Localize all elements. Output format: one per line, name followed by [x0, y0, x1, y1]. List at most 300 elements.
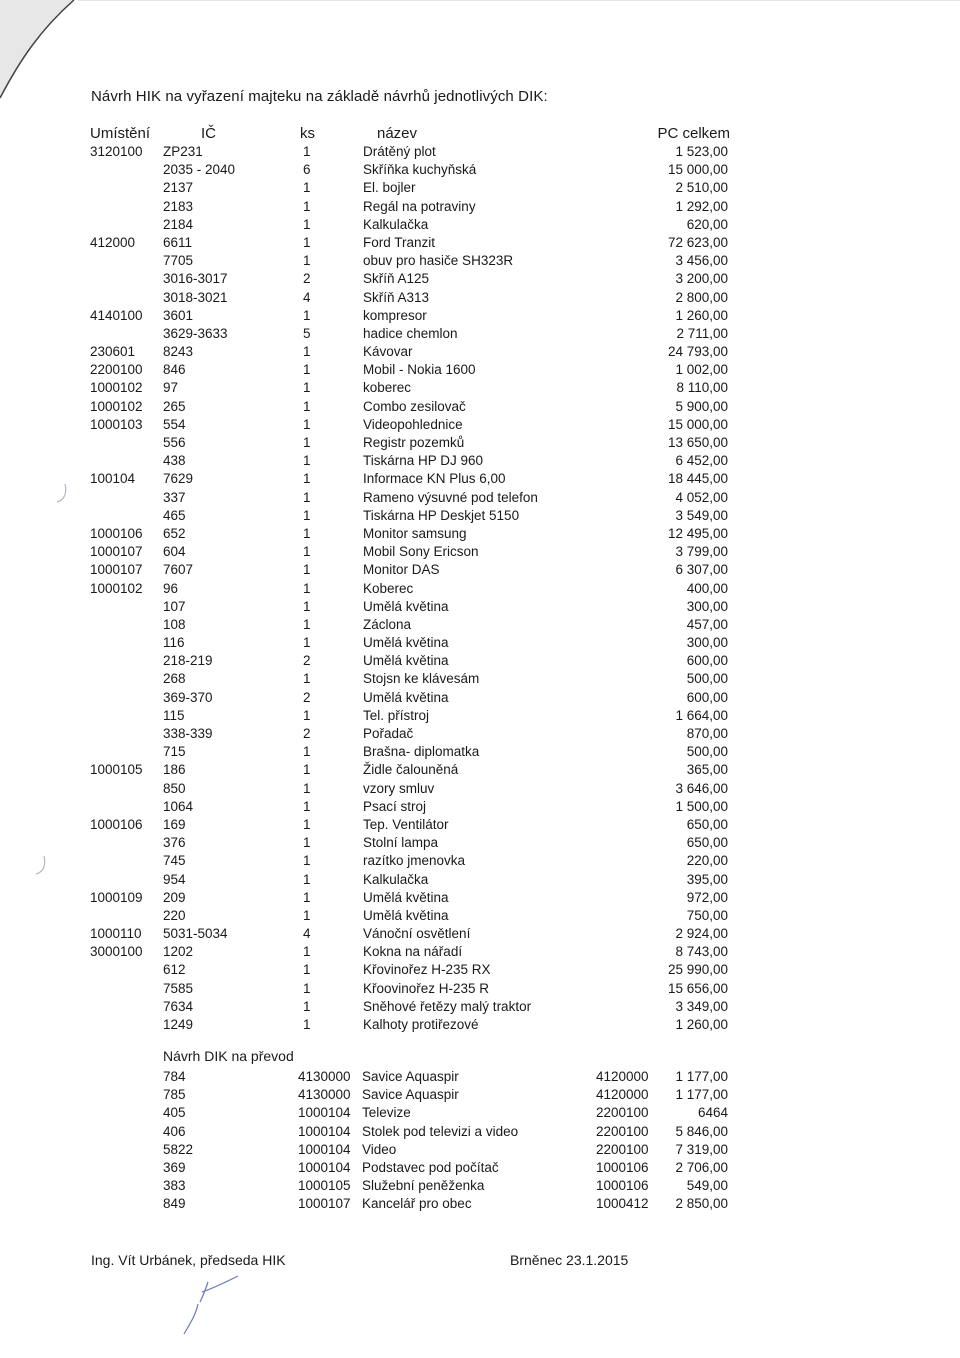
- cell-nazev: Pořadač: [363, 726, 414, 741]
- table-row: [0, 179, 960, 197]
- cell-ks: 1: [303, 180, 311, 196]
- cell-ks: 1: [303, 525, 311, 541]
- cell-nazev: Kávovar: [363, 344, 413, 360]
- header-ic: IČ: [201, 125, 216, 142]
- cell-pc-celkem: 549,00: [686, 1178, 728, 1194]
- cell-nazev: Umělá květina: [363, 635, 449, 651]
- cell-nazev: Skříňka kuchyňská: [363, 162, 477, 178]
- cell-from: 1000104: [298, 1105, 351, 1121]
- cell-ic: 745: [163, 853, 186, 869]
- cell-nazev: Stolek pod televizi a video: [362, 1123, 519, 1139]
- cell-nazev: Ford Tranzit: [363, 234, 436, 250]
- cell-pc-celkem: 5 900,00: [675, 398, 728, 414]
- cell-pc-celkem: 1 292,00: [675, 198, 728, 214]
- table-row: [0, 452, 960, 470]
- cell-ks: 2: [303, 689, 311, 705]
- cell-pc-celkem: 72 623,00: [667, 234, 728, 250]
- table-row: [0, 198, 960, 216]
- table-row: [0, 561, 960, 579]
- cell-ic: 218-219: [163, 653, 213, 669]
- cell-ks: 1: [303, 780, 311, 796]
- cell-ks: 1: [303, 253, 311, 269]
- cell-pc-celkem: 1 177,00: [675, 1069, 728, 1084]
- cell-ic: 2183: [163, 198, 194, 214]
- cell-nazev: Monitor samsung: [363, 525, 467, 541]
- table-row: [0, 325, 960, 343]
- cell-pc-celkem: 2 800,00: [675, 289, 728, 305]
- transfer-row: [0, 1123, 960, 1141]
- cell-pc-celkem: 6 452,00: [675, 453, 728, 469]
- cell-ic: 209: [163, 889, 186, 905]
- cell-ic: 108: [163, 616, 186, 632]
- cell-ic: 5822: [163, 1141, 194, 1157]
- cell-nazev: El. bojler: [363, 180, 416, 196]
- table-row: [0, 161, 960, 179]
- cell-pc-celkem: 2 510,00: [675, 180, 728, 196]
- cell-ic: 715: [163, 744, 186, 760]
- cell-pc-celkem: 3 200,00: [675, 271, 728, 287]
- cell-umisteni: 1000102: [90, 380, 143, 396]
- transfer-row: [0, 1141, 960, 1159]
- table-row: [0, 925, 960, 943]
- cell-pc-celkem: 3 456,00: [675, 253, 728, 269]
- cell-pc-celkem: 620,00: [686, 216, 728, 232]
- punch-hole-mark: [34, 854, 48, 878]
- cell-ic: 612: [163, 962, 186, 978]
- cell-ic: 268: [163, 671, 186, 687]
- table-row: [0, 361, 960, 379]
- cell-nazev: Kalkulačka: [363, 216, 429, 232]
- table-row: [0, 1016, 960, 1034]
- cell-ks: 1: [303, 635, 311, 651]
- cell-nazev: Služební peněženka: [362, 1178, 485, 1194]
- cell-pc-celkem: 500,00: [686, 744, 728, 760]
- cell-ks: 4: [303, 926, 311, 942]
- transfer-row: [0, 1086, 960, 1104]
- cell-nazev: kompresor: [363, 307, 427, 323]
- cell-nazev: Umělá květina: [363, 889, 449, 905]
- cell-ks: 2: [303, 726, 311, 741]
- table-row: [0, 689, 960, 707]
- cell-ic: 369: [163, 1159, 186, 1175]
- header-pc-celkem: PC celkem: [657, 125, 730, 142]
- cell-ic: 3601: [163, 307, 194, 323]
- cell-nazev: Křoovinořez H-235 R: [363, 980, 490, 996]
- cell-nazev: Tel. přístroj: [363, 707, 430, 723]
- cell-pc-celkem: 8 743,00: [675, 944, 728, 960]
- cell-ic: 554: [163, 416, 186, 432]
- cell-ks: 1: [303, 216, 311, 232]
- cell-nazev: vzory smluv: [363, 780, 435, 796]
- table-row: [0, 489, 960, 507]
- cell-ic: 556: [163, 435, 186, 450]
- cell-pc-celkem: 220,00: [686, 853, 728, 869]
- cell-ks: 1: [303, 871, 311, 887]
- table-row: [0, 780, 960, 798]
- cell-pc-celkem: 5 846,00: [675, 1123, 728, 1139]
- cell-from: 1000107: [298, 1196, 351, 1212]
- document-title: Návrh HIK na vyřazení majteku na základě návrhů jednotlivých DIK:: [91, 88, 548, 105]
- cell-ic: ZP231: [163, 144, 203, 159]
- cell-nazev: Kancelář pro obec: [362, 1196, 472, 1212]
- cell-ic: 849: [163, 1196, 186, 1212]
- cell-ic: 785: [163, 1087, 186, 1103]
- cell-ic: 406: [163, 1123, 186, 1139]
- cell-pc-celkem: 600,00: [686, 689, 728, 705]
- cell-pc-celkem: 870,00: [686, 726, 728, 741]
- cell-pc-celkem: 7 319,00: [675, 1141, 728, 1157]
- transfer-row: [0, 1177, 960, 1195]
- table-row: [0, 525, 960, 543]
- cell-umisteni: 1000102: [90, 398, 143, 414]
- table-row: [0, 761, 960, 779]
- cell-pc-celkem: 1 177,00: [675, 1087, 728, 1103]
- cell-ks: 1: [303, 144, 311, 159]
- cell-nazev: Videopohlednice: [363, 416, 463, 432]
- cell-ks: 1: [303, 944, 311, 960]
- cell-pc-celkem: 650,00: [686, 816, 728, 832]
- punch-hole-mark: [55, 482, 69, 506]
- table-row: [0, 816, 960, 834]
- transfer-row: [0, 1159, 960, 1177]
- cell-umisteni: 1000102: [90, 580, 143, 596]
- cell-nazev: Kalhoty protiřezové: [363, 1017, 479, 1032]
- cell-pc-celkem: 2 706,00: [675, 1159, 728, 1175]
- table-row: [0, 216, 960, 234]
- cell-ic: 97: [163, 380, 179, 396]
- table-row: [0, 252, 960, 270]
- cell-nazev: Informace KN Plus 6,00: [363, 471, 506, 487]
- cell-pc-celkem: 12 495,00: [667, 525, 728, 541]
- cell-from: 4130000: [298, 1087, 351, 1103]
- cell-to: 1000106: [596, 1178, 649, 1194]
- transfer-row: [0, 1104, 960, 1122]
- cell-ic: 7607: [163, 562, 194, 578]
- cell-ks: 1: [303, 835, 311, 851]
- cell-from: 1000105: [298, 1178, 351, 1194]
- cell-ic: 7629: [163, 471, 194, 487]
- cell-ks: 1: [303, 489, 311, 505]
- cell-ic: 116: [163, 635, 185, 651]
- cell-pc-celkem: 6 307,00: [675, 562, 728, 578]
- cell-ic: 369-370: [163, 689, 213, 705]
- cell-pc-celkem: 972,00: [686, 889, 728, 905]
- table-row: [0, 998, 960, 1016]
- cell-nazev: koberec: [363, 380, 412, 396]
- cell-ic: 107: [163, 598, 186, 614]
- table-row: [0, 670, 960, 688]
- table-row: [0, 907, 960, 925]
- cell-ks: 1: [303, 962, 311, 978]
- cell-ic: 7585: [163, 980, 194, 996]
- cell-pc-celkem: 600,00: [686, 653, 728, 669]
- header-umisteni: Umístění: [90, 125, 151, 142]
- cell-to: 4120000: [596, 1087, 649, 1103]
- cell-ks: 1: [303, 816, 311, 832]
- cell-pc-celkem: 2 850,00: [675, 1196, 728, 1212]
- table-row: [0, 234, 960, 252]
- cell-umisteni: 1000103: [90, 416, 143, 432]
- cell-nazev: Křovinořez H-235 RX: [363, 962, 491, 978]
- cell-to: 4120000: [596, 1069, 649, 1084]
- cell-nazev: obuv pro hasiče SH323R: [363, 253, 514, 269]
- cell-ic: 604: [163, 544, 186, 560]
- cell-nazev: Sněhové řetězy malý traktor: [363, 998, 532, 1014]
- cell-pc-celkem: 395,00: [686, 871, 728, 887]
- cell-nazev: Brašna- diplomatka: [363, 744, 480, 760]
- cell-ic: 169: [163, 816, 186, 832]
- cell-pc-celkem: 1 260,00: [675, 1017, 728, 1032]
- cell-ic: 220: [163, 907, 186, 923]
- cell-ic: 954: [163, 871, 186, 887]
- cell-ks: 1: [303, 598, 311, 614]
- transfer-row: [0, 1195, 960, 1213]
- cell-ks: 1: [303, 762, 311, 778]
- cell-ks: 1: [303, 671, 311, 687]
- cell-nazev: Monitor DAS: [363, 562, 440, 578]
- cell-pc-celkem: 15 000,00: [667, 416, 728, 432]
- cell-pc-celkem: 8 110,00: [676, 380, 728, 396]
- cell-nazev: Savice Aquaspir: [362, 1087, 459, 1103]
- table-row: [0, 289, 960, 307]
- cell-ic: 405: [163, 1105, 186, 1121]
- cell-umisteni: 3000100: [90, 944, 143, 960]
- cell-ks: 1: [303, 980, 311, 996]
- cell-ic: 337: [163, 489, 186, 505]
- cell-ks: 1: [303, 1017, 311, 1032]
- cell-ks: 6: [303, 162, 311, 178]
- cell-pc-celkem: 1 002,00: [675, 362, 728, 378]
- cell-umisteni: 1000105: [90, 762, 143, 778]
- cell-pc-celkem: 457,00: [686, 616, 728, 632]
- cell-ks: 1: [303, 562, 311, 578]
- cell-ic: 8243: [163, 344, 194, 360]
- cell-nazev: Umělá květina: [363, 689, 449, 705]
- cell-from: 4130000: [298, 1069, 351, 1084]
- cell-to: 2200100: [596, 1123, 649, 1139]
- cell-umisteni: 1000109: [90, 889, 143, 905]
- cell-nazev: Kalkulačka: [363, 871, 429, 887]
- cell-pc-celkem: 3 349,00: [675, 998, 728, 1014]
- table-row: [0, 980, 960, 998]
- cell-pc-celkem: 1 664,00: [675, 707, 728, 723]
- cell-ic: 846: [163, 362, 186, 378]
- cell-ic: 2035 - 2040: [163, 162, 236, 178]
- table-row: [0, 889, 960, 907]
- table-row: [0, 398, 960, 416]
- cell-pc-celkem: 1 500,00: [675, 798, 728, 814]
- cell-ks: 4: [303, 289, 311, 305]
- table-row: [0, 616, 960, 634]
- cell-nazev: hadice chemlon: [363, 325, 458, 341]
- cell-ic: 850: [163, 780, 186, 796]
- cell-nazev: Psací stroj: [363, 798, 427, 814]
- cell-ks: 1: [303, 234, 311, 250]
- table-row: [0, 725, 960, 743]
- cell-ks: 1: [303, 707, 311, 723]
- cell-umisteni: 412000: [90, 234, 136, 250]
- cell-ic: 1202: [163, 944, 194, 960]
- cell-nazev: Savice Aquaspir: [362, 1069, 459, 1084]
- cell-pc-celkem: 3 646,00: [675, 780, 728, 796]
- transfer-row: [0, 1068, 960, 1086]
- cell-nazev: Záclona: [363, 616, 412, 632]
- cell-umisteni: 4140100: [90, 307, 143, 323]
- cell-ks: 1: [303, 616, 311, 632]
- table-row: [0, 379, 960, 397]
- cell-ic: 186: [163, 762, 186, 778]
- table-row: [0, 634, 960, 652]
- cell-umisteni: 100104: [90, 471, 136, 487]
- cell-ic: 265: [163, 398, 186, 414]
- table-row: [0, 707, 960, 725]
- cell-ic: 652: [163, 525, 186, 541]
- cell-nazev: razítko jmenovka: [363, 853, 466, 869]
- table-row: [0, 871, 960, 889]
- cell-from: 1000104: [298, 1159, 351, 1175]
- header-nazev: název: [377, 125, 418, 142]
- table-row: [0, 543, 960, 561]
- cell-umisteni: 1000107: [90, 544, 143, 560]
- cell-pc-celkem: 400,00: [686, 580, 728, 596]
- cell-ic: 2137: [163, 180, 194, 196]
- cell-ic: 1064: [163, 798, 194, 814]
- cell-umisteni: 2200100: [90, 362, 143, 378]
- cell-pc-celkem: 24 793,00: [667, 344, 728, 360]
- cell-nazev: Drátěný plot: [363, 144, 436, 159]
- cell-ks: 1: [303, 344, 311, 360]
- cell-pc-celkem: 4 052,00: [675, 489, 728, 505]
- signatory: Ing. Vít Urbánek, předseda HIK: [91, 1252, 286, 1268]
- cell-from: 1000104: [298, 1141, 351, 1157]
- cell-ic: 376: [163, 835, 186, 851]
- place-date: Brněnec 23.1.2015: [510, 1252, 629, 1268]
- cell-nazev: Vánoční osvětlení: [363, 926, 471, 942]
- cell-ks: 1: [303, 907, 311, 923]
- cell-ic: 465: [163, 507, 186, 523]
- cell-umisteni: 1000106: [90, 525, 143, 541]
- cell-nazev: Umělá květina: [363, 907, 449, 923]
- cell-to: 2200100: [596, 1105, 649, 1121]
- cell-nazev: Skříň A313: [363, 289, 430, 305]
- cell-pc-celkem: 18 445,00: [667, 471, 728, 487]
- table-header: [0, 125, 960, 143]
- cell-nazev: Mobil - Nokia 1600: [363, 362, 476, 378]
- table-row: [0, 943, 960, 961]
- cell-nazev: Tep. Ventilátor: [363, 816, 449, 832]
- cell-ks: 2: [303, 271, 311, 287]
- cell-pc-celkem: 1 523,00: [675, 144, 728, 159]
- cell-to: 1000412: [596, 1196, 649, 1212]
- cell-pc-celkem: 300,00: [686, 598, 728, 614]
- cell-nazev: Stolní lampa: [363, 835, 439, 851]
- cell-ic: 3016-3017: [163, 271, 228, 287]
- cell-ks: 1: [303, 853, 311, 869]
- cell-ks: 2: [303, 653, 311, 669]
- cell-ic: 96: [163, 580, 179, 596]
- table-row: [0, 307, 960, 325]
- cell-nazev: Kokna na nářadí: [363, 944, 463, 960]
- cell-nazev: Registr pozemků: [363, 435, 465, 450]
- transfer-table: [0, 1068, 960, 1214]
- cell-ks: 1: [303, 507, 311, 523]
- cell-pc-celkem: 15 000,00: [667, 162, 728, 178]
- cell-ks: 1: [303, 580, 311, 596]
- table-row: [0, 652, 960, 670]
- cell-nazev: Židle čalouněná: [363, 762, 459, 778]
- cell-umisteni: 230601: [90, 344, 136, 360]
- cell-umisteni: 1000110: [90, 926, 142, 942]
- table-row: [0, 343, 960, 361]
- cell-pc-celkem: 365,00: [686, 762, 728, 778]
- table-row: [0, 798, 960, 816]
- cell-ic: 7634: [163, 998, 194, 1014]
- cell-ic: 115: [163, 707, 185, 723]
- cell-nazev: Umělá květina: [363, 653, 449, 669]
- cell-ks: 1: [303, 435, 311, 450]
- cell-ic: 3018-3021: [163, 289, 228, 305]
- cell-ks: 1: [303, 380, 311, 396]
- cell-nazev: Tiskárna HP Deskjet 5150: [363, 507, 520, 523]
- cell-pc-celkem: 25 990,00: [667, 962, 728, 978]
- table-row: [0, 834, 960, 852]
- cell-pc-celkem: 300,00: [686, 635, 728, 651]
- cell-ks: 1: [303, 398, 311, 414]
- cell-nazev: Skříň A125: [363, 271, 430, 287]
- cell-pc-celkem: 500,00: [686, 671, 728, 687]
- cell-ks: 1: [303, 362, 311, 378]
- cell-ks: 1: [303, 744, 311, 760]
- cell-pc-celkem: 15 656,00: [667, 980, 728, 996]
- table-row: [0, 416, 960, 434]
- cell-nazev: Mobil Sony Ericson: [363, 544, 479, 560]
- cell-pc-celkem: 3 549,00: [675, 507, 728, 523]
- cell-umisteni: 1000107: [90, 562, 143, 578]
- cell-pc-celkem: 750,00: [686, 907, 728, 923]
- cell-ks: 1: [303, 798, 311, 814]
- cell-nazev: Regál na potraviny: [363, 198, 476, 214]
- table-row: [0, 143, 960, 161]
- cell-ks: 1: [303, 198, 311, 214]
- cell-ic: 383: [163, 1178, 186, 1194]
- cell-ks: 1: [303, 889, 311, 905]
- cell-nazev: Combo zesilovač: [363, 398, 466, 414]
- table-row: [0, 270, 960, 288]
- cell-nazev: Video: [362, 1141, 397, 1157]
- cell-ic: 7705: [163, 253, 194, 269]
- cell-ic: 3629-3633: [163, 325, 228, 341]
- header-ks: ks: [300, 125, 315, 142]
- cell-ic: 6611: [163, 234, 193, 250]
- asset-table: [0, 143, 960, 1034]
- cell-ic: 438: [163, 453, 186, 469]
- cell-nazev: Umělá květina: [363, 598, 449, 614]
- cell-ic: 338-339: [163, 726, 213, 741]
- table-row: [0, 961, 960, 979]
- cell-ic: 5031-5034: [163, 926, 228, 942]
- cell-pc-celkem: 1 260,00: [675, 307, 728, 323]
- cell-nazev: Rameno výsuvné pod telefon: [363, 489, 538, 505]
- cell-umisteni: 1000106: [90, 816, 143, 832]
- cell-pc-celkem: 650,00: [686, 835, 728, 851]
- table-row: [0, 852, 960, 870]
- cell-nazev: Stojsn ke klávesám: [363, 671, 480, 687]
- cell-ks: 1: [303, 998, 311, 1014]
- table-row: [0, 580, 960, 598]
- cell-ic: 2184: [163, 216, 194, 232]
- cell-ks: 1: [303, 416, 311, 432]
- cell-umisteni: 3120100: [90, 144, 143, 159]
